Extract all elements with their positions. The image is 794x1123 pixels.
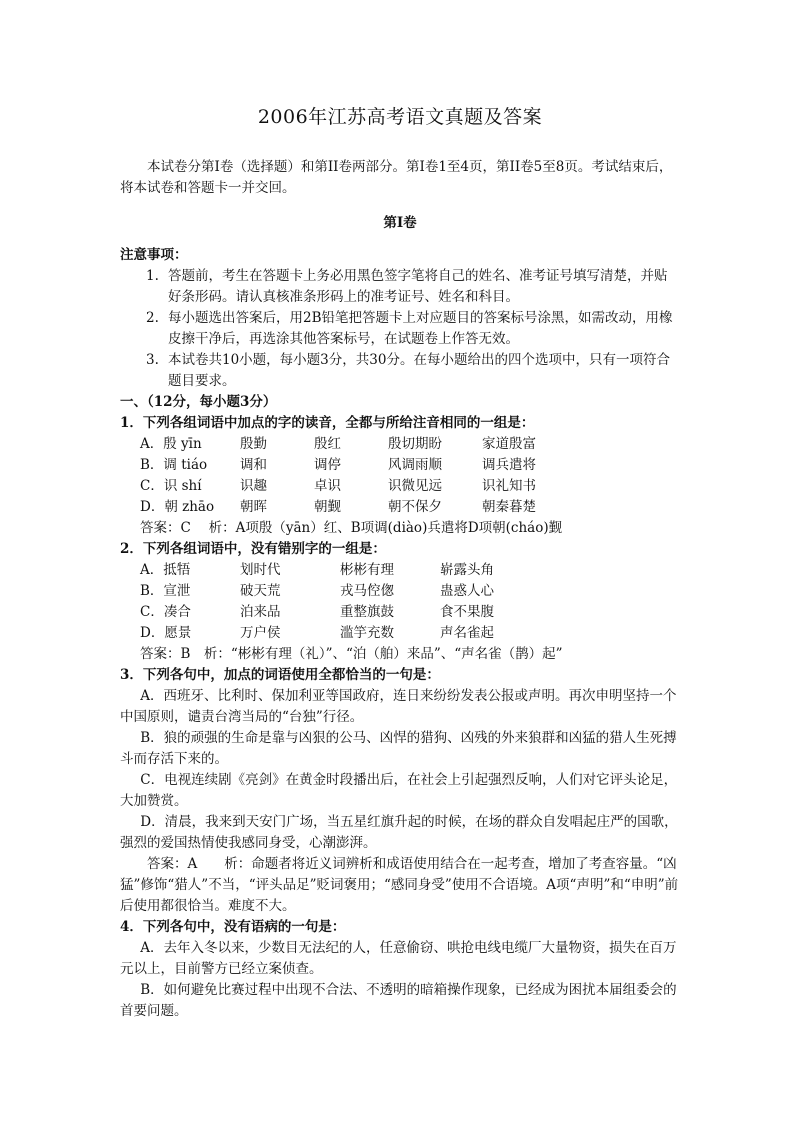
notice-item-number: 3.	[146, 352, 159, 368]
option-word: 彬彬有理	[340, 562, 394, 578]
option-word: 调兵遣将	[482, 457, 536, 473]
option-word: 声名雀起	[440, 625, 494, 641]
q3-answer: 答案：A 析：命题者将近义词辨析和成语使用结合在一起考查，增加了考查容量。“凶猛”修饰“猎人”不当，“评头品足”贬词褒用；“感同身受”使用不合语境。A项“声明”和“申明”前后使用都很恰当。难度不大。	[120, 856, 679, 914]
notice-item	[120, 308, 680, 350]
question-2-stem: 2．下列各组词语中，没有错别字的一组是：	[120, 541, 386, 557]
option-word: 滥竽充数	[340, 625, 394, 641]
option-word: 风调雨顺	[388, 457, 442, 473]
notice-item	[120, 266, 680, 308]
section-heading: 一、（12分，每小题3分）	[120, 394, 277, 410]
option-word: 识礼知书	[482, 478, 536, 494]
question-1-stem: 1．下列各组词语中加点的字的读音，全都与所给注音相同的一组是：	[120, 415, 535, 431]
notice-item-text: 答题前，考生在答题卡上务必用黑色签字笔将自己的姓名、准考证号填写清楚，并贴好条形码。请认真核准条形码上的准考证号、姓名和科目。	[168, 268, 668, 305]
option-label: C．凑合	[140, 604, 191, 620]
q3-choice-b: B．狼的顽强的生命是靠与凶狠的公马、凶悍的猎狗、凶残的外来狼群和凶猛的猎人生死搏斗而存活下来的。	[120, 730, 677, 767]
option-label: D．愿景	[140, 625, 192, 641]
option-word: 识微见远	[388, 478, 442, 494]
notice-item-number: 2.	[146, 310, 159, 326]
option-word: 朝不保夕	[388, 499, 442, 515]
q1-option-a	[120, 434, 680, 455]
option-word: 朝秦暮楚	[482, 499, 536, 515]
option-word: 殷勤	[240, 436, 267, 452]
notice-item	[120, 350, 680, 392]
q4-choice-a: A．去年入冬以来，少数目无法纪的人，任意偷窃、哄抢电线电缆厂大量物资，损失在百万元以上，目前警方已经立案侦查。	[120, 940, 677, 977]
option-word: 朝觐	[314, 499, 341, 515]
option-label: B．宣泄	[140, 583, 191, 599]
option-label: A．殷 yīn	[140, 436, 202, 452]
option-word: 调和	[240, 457, 267, 473]
q3-choice-d: D．清晨，我来到天安门广场，当五星红旗升起的时候，在场的群众自发唱起庄严的国歌，强烈的爱国热情使我感同身受，心潮澎湃。	[120, 814, 678, 851]
notice-item-text: 本试卷共10小题，每小题3分，共30分。在每小题给出的四个选项中，只有一项符合题目要求。	[168, 352, 670, 389]
q1-answer: 答案：C 析：A项殷（yān）红、B项调(diào)兵遣将D项朝(cháo)觐	[140, 520, 563, 536]
option-word: 万户侯	[240, 625, 281, 641]
option-word: 殷红	[314, 436, 341, 452]
q4-choice-b: B．如何避免比赛过程中出现不合法、不透明的暗箱操作现象，已经成为困扰本届组委会的首要问题。	[120, 982, 677, 1019]
intro-paragraph: 本试卷分第I卷（选择题）和第II卷两部分。第I卷1至4页，第II卷5至8页。考试结束后，将本试卷和答题卡一并交回。	[120, 159, 673, 196]
option-word: 重整旗鼓	[340, 604, 394, 620]
option-word: 识趣	[240, 478, 267, 494]
option-label: B．调 tiáo	[140, 457, 208, 473]
option-word: 朝晖	[240, 499, 267, 515]
q2-option-c	[120, 602, 680, 623]
q2-answer: 答案：B 析：“彬彬有理（礼）”、“泊（舶）来品”、“声名雀（鹊）起”	[140, 646, 563, 662]
notice-heading: 注意事项：	[120, 247, 188, 263]
q1-option-b	[120, 455, 680, 476]
document-content	[120, 102, 680, 1022]
notice-item-text: 每小题选出答案后，用2B铅笔把答题卡上对应题目的答案标号涂黑，如需改动，用橡皮擦干净后，再选涂其他答案标号，在试题卷上作答无效。	[168, 310, 673, 347]
page-title: 2006年江苏高考语文真题及答案	[257, 106, 543, 128]
option-word: 蛊惑人心	[440, 583, 494, 599]
q2-option-a	[120, 560, 680, 581]
option-label: A．抵牾	[140, 562, 191, 578]
q1-option-c	[120, 476, 680, 497]
q2-option-b	[120, 581, 680, 602]
option-word: 划时代	[240, 562, 281, 578]
option-word: 崭露头角	[440, 562, 494, 578]
option-label: C．识 shí	[140, 478, 202, 494]
option-word: 卓识	[314, 478, 341, 494]
option-word: 调停	[314, 457, 341, 473]
question-4-stem: 4．下列各句中，没有语病的一句是：	[120, 919, 346, 935]
option-word: 破天荒	[240, 583, 281, 599]
option-word: 泊来品	[240, 604, 281, 620]
volume-title: 第I卷	[383, 215, 417, 231]
notice-item-number: 1.	[146, 268, 159, 284]
option-word: 殷切期盼	[388, 436, 442, 452]
question-3-stem: 3．下列各句中，加点的词语使用全都恰当的一句是：	[120, 667, 440, 683]
option-label: D．朝 zhāo	[140, 499, 215, 515]
option-word: 食不果腹	[440, 604, 494, 620]
option-word: 戎马倥偬	[340, 583, 394, 599]
option-word: 家道殷富	[482, 436, 536, 452]
q3-choice-a: A．西班牙、比利时、保加利亚等国政府，连日来纷纷发表公报或声明。再次申明坚持一个中国原则，谴责台湾当局的“台独”行径。	[120, 688, 677, 725]
q2-option-d	[120, 623, 680, 644]
q3-choice-c: C．电视连续剧《亮剑》在黄金时段播出后，在社会上引起强烈反响，人们对它评头论足，大加赞赏。	[120, 772, 678, 809]
q1-option-d	[120, 497, 680, 518]
